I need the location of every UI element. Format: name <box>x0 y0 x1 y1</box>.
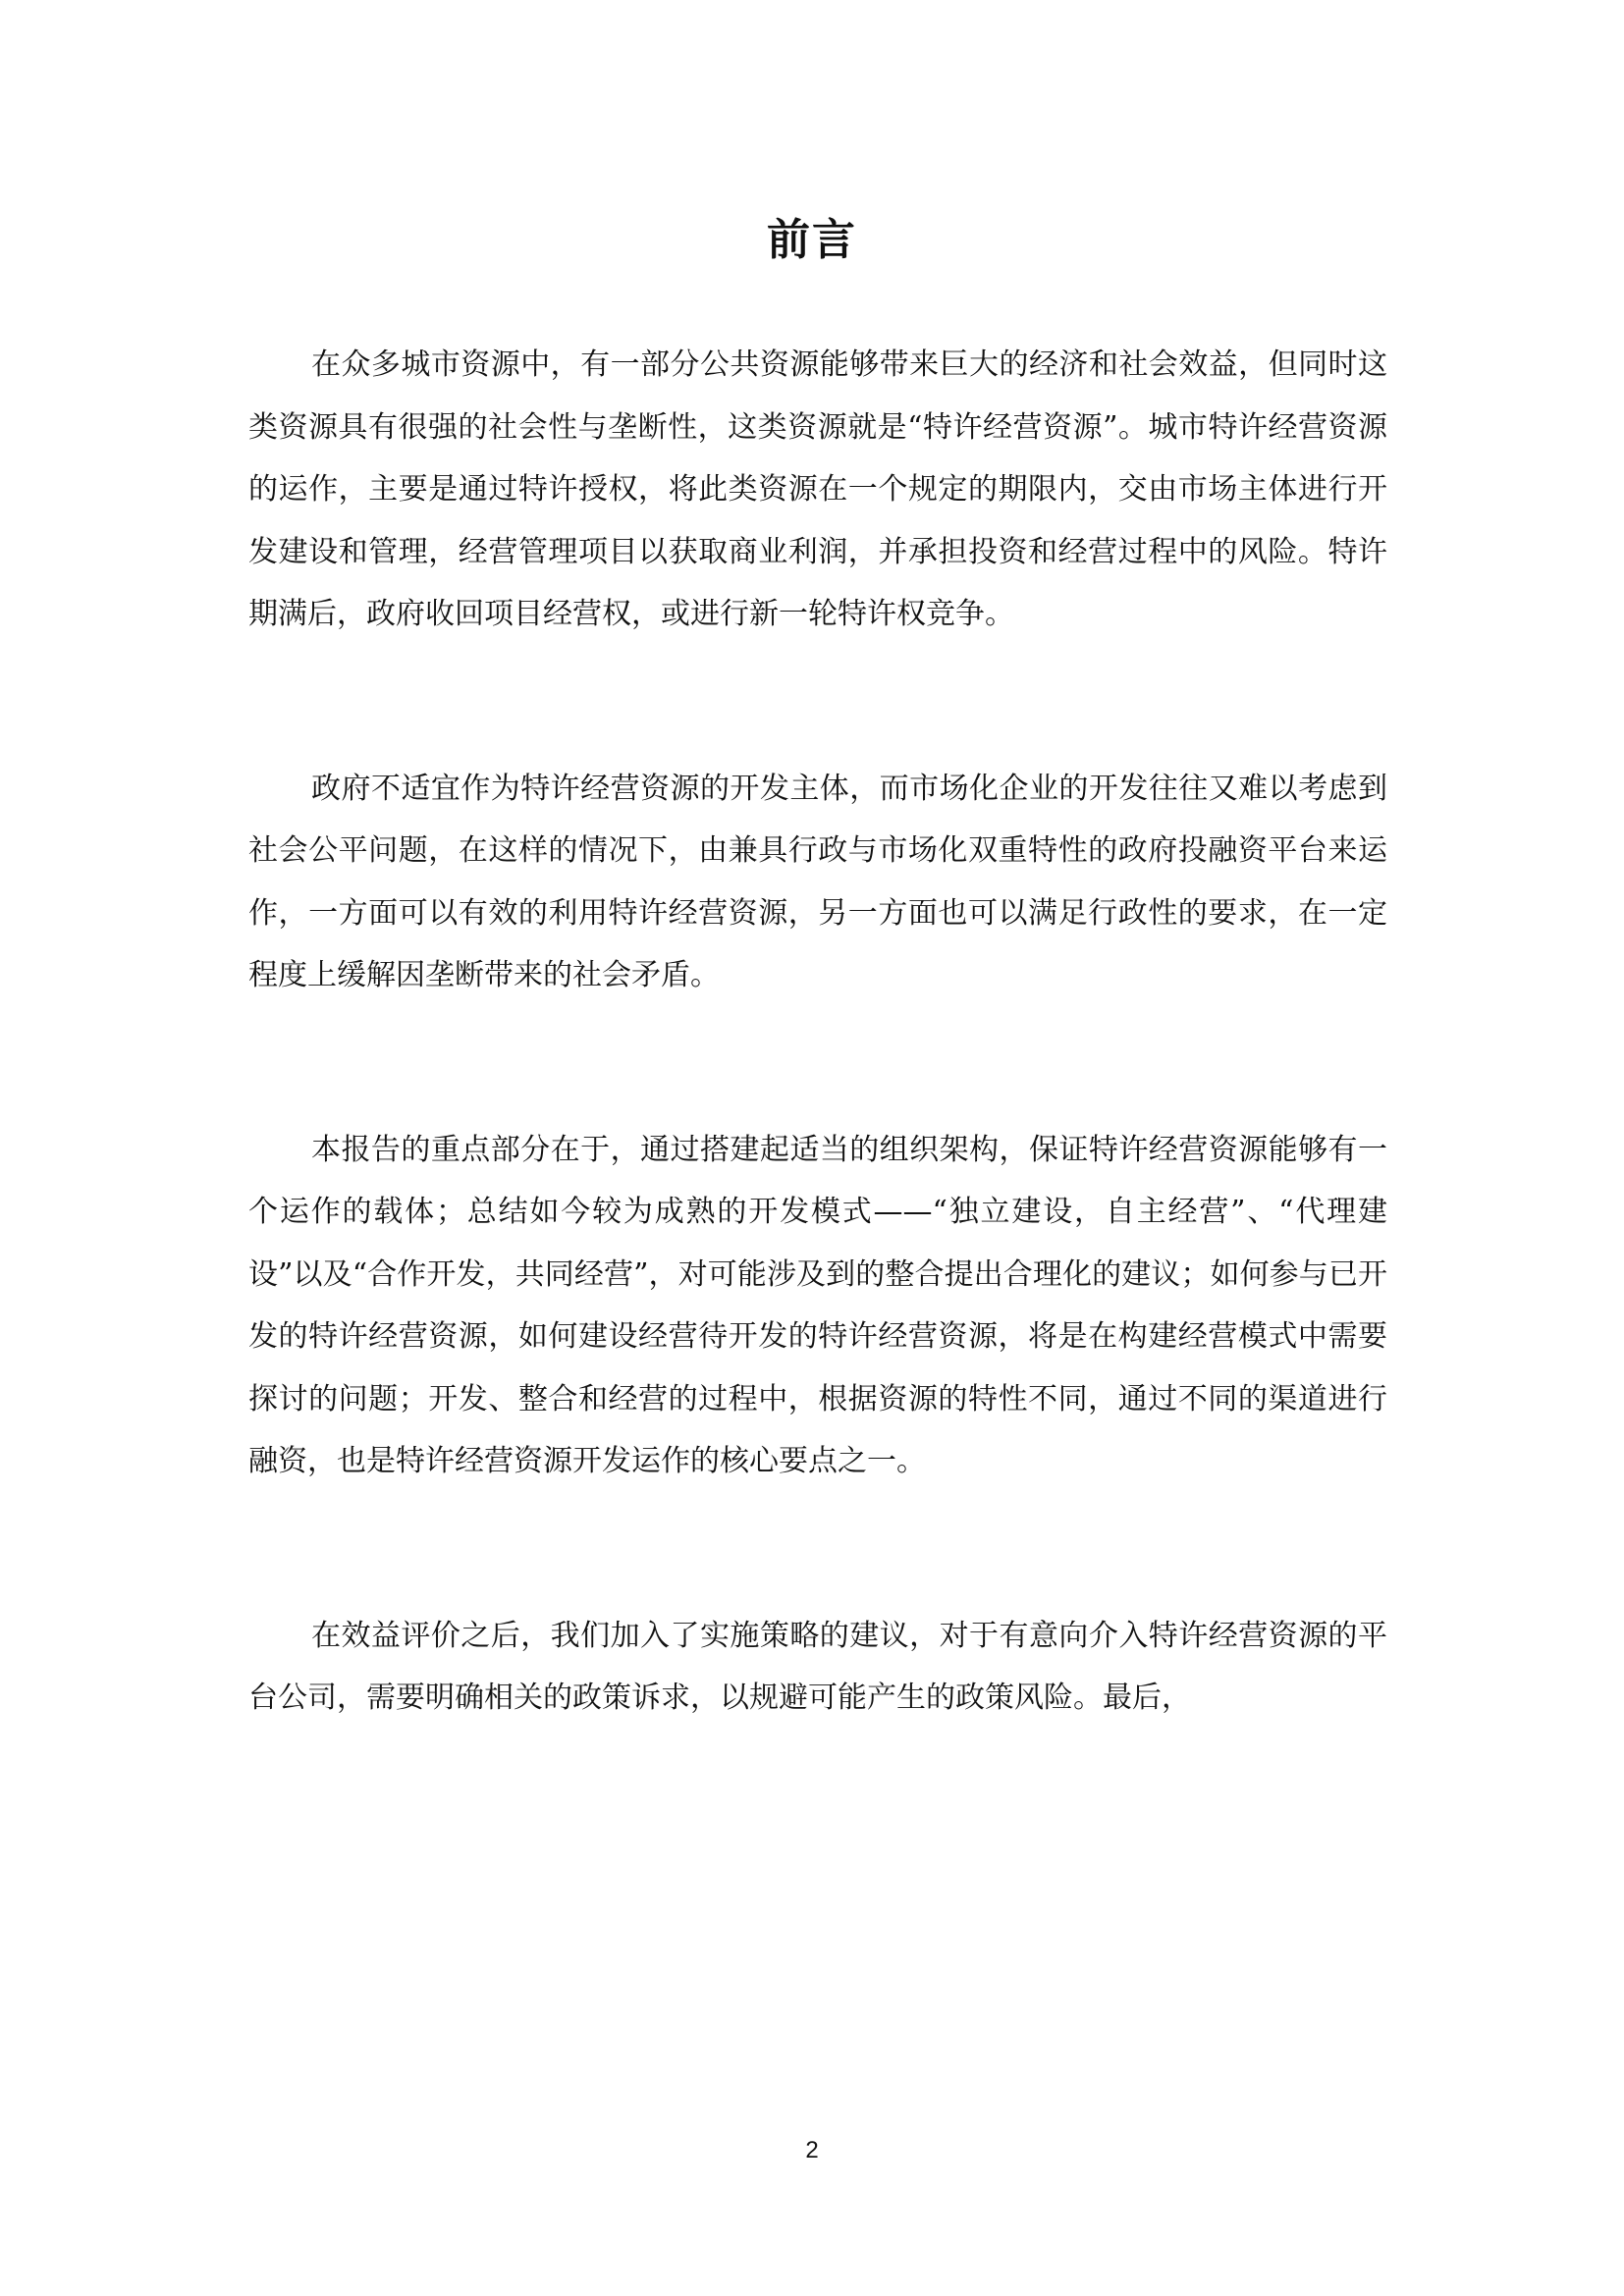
page-title: 前言 <box>767 215 857 265</box>
paragraph: 政府不适宜作为特许经营资源的开发主体，而市场化企业的开发往往又难以考虑到社会公平问题，在这样的情况下，由兼具行政与市场化双重特性的政府投融资平台来运作，一方面可以有效的利用特许经营资源，另一方面也可以满足行政性的要求，在一定程度上缓解因垄断带来的社会矛盾。 <box>248 771 1387 992</box>
paragraph: 在效益评价之后，我们加入了实施策略的建议，对于有意向介入特许经营资源的平台公司，需要明确相关的政策诉求，以规避可能产生的政策风险。最后， <box>248 1618 1387 1715</box>
page-number: 2 <box>805 2137 819 2163</box>
paragraph: 本报告的重点部分在于，通过搭建起适当的组织架构，保证特许经营资源能够有一个运作的载体；总结如今较为成熟的开发模式——“独立建设，自主经营”、“代理建设”以及“合作开发，共同经营”，对可能涉及到的整合提出合理化的建议；如何参与已开发的特许经营资源，如何建设经营待开发的特许经营资源，将是在构建经营模式中需要探讨的问题；开发、整合和经营的过程中，根据资源的特性不同，通过不同的渠道进行融资，也是特许经营资源开发运作的核心要点之一。 <box>248 1132 1387 1478</box>
body-text <box>248 334 1387 1730</box>
paragraph: 在众多城市资源中，有一部分公共资源能够带来巨大的经济和社会效益，但同时这类资源具有很强的社会性与垄断性，这类资源就是“特许经营资源”。城市特许经营资源的运作，主要是通过特许授权，将此类资源在一个规定的期限内，交由市场主体进行开发建设和管理，经营管理项目以获取商业利润，并承担投资和经营过程中的风险。特许期满后，政府收回项目经营权，或进行新一轮特许权竞争。 <box>248 347 1387 631</box>
